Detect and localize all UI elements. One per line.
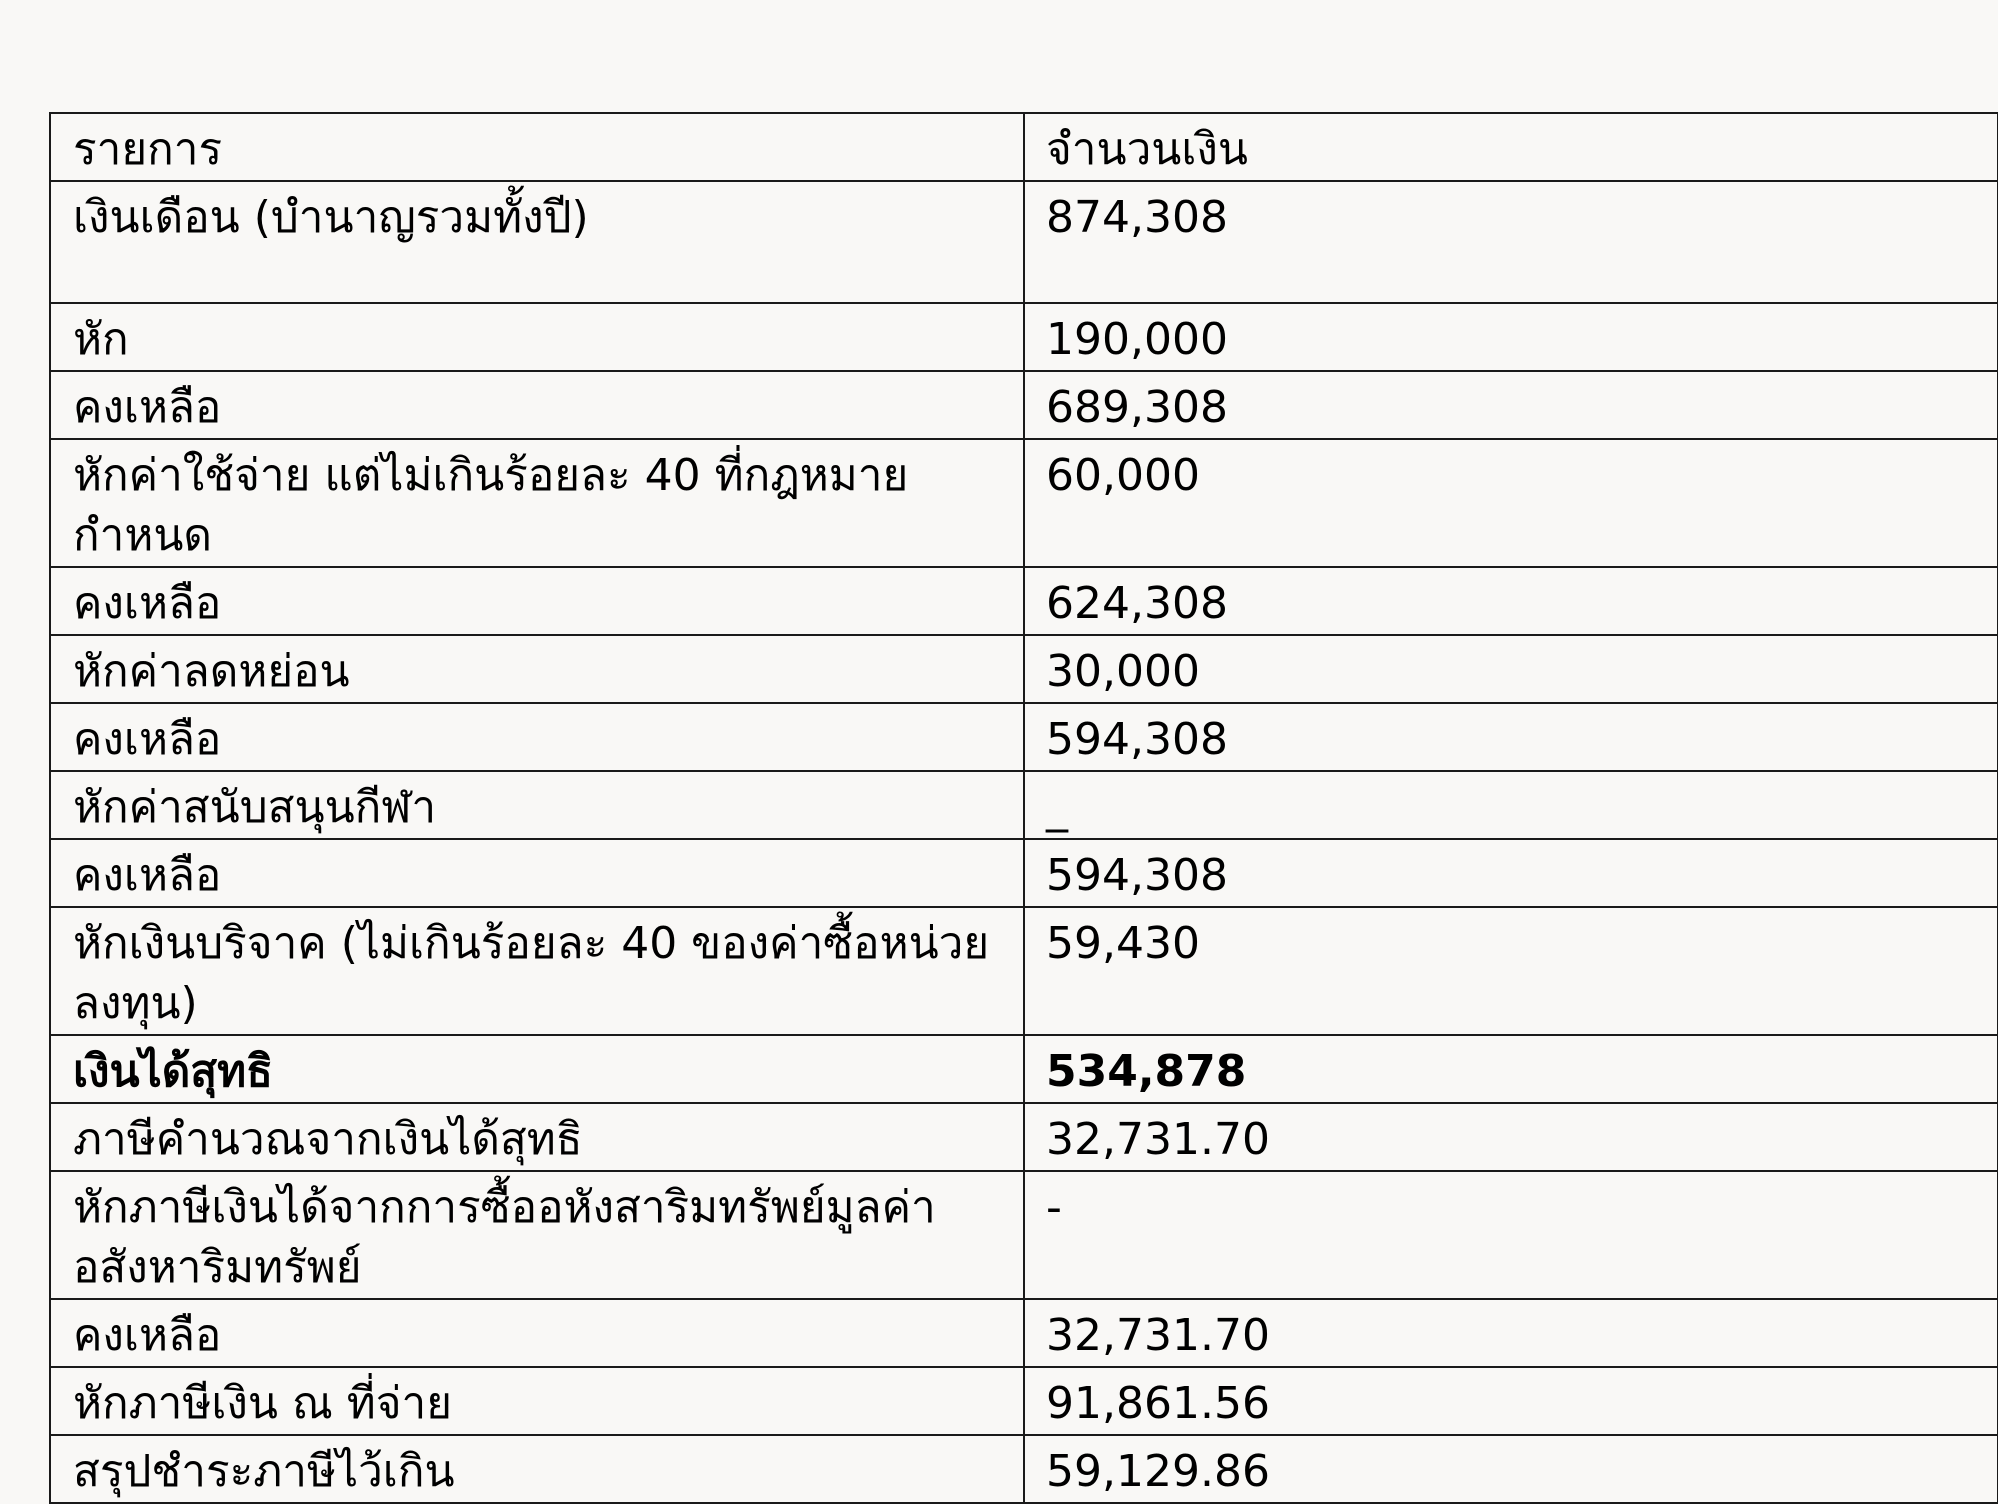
row-amount-value: 190,000 bbox=[1024, 303, 1998, 371]
row-amount-value: 534,878 bbox=[1024, 1035, 1998, 1103]
table-row bbox=[50, 181, 1998, 303]
row-item-label: คงเหลือ bbox=[50, 1299, 1024, 1367]
row-amount-value: 874,308 bbox=[1024, 181, 1998, 303]
table-row bbox=[50, 1171, 1998, 1299]
row-amount-value: 594,308 bbox=[1024, 703, 1998, 771]
row-item-label: ภาษีคำนวณจากเงินได้สุทธิ bbox=[50, 1103, 1024, 1171]
row-amount-value: 91,861.56 bbox=[1024, 1367, 1998, 1435]
row-item-label: คงเหลือ bbox=[50, 703, 1024, 771]
row-amount-value: 689,308 bbox=[1024, 371, 1998, 439]
row-amount-value: 30,000 bbox=[1024, 635, 1998, 703]
tax-summary-sheet bbox=[49, 112, 1997, 1504]
row-amount-value: 624,308 bbox=[1024, 567, 1998, 635]
row-amount-value: _ bbox=[1024, 771, 1998, 839]
row-item-label: สรุปชำระภาษีไว้เกิน bbox=[50, 1435, 1024, 1503]
table-row bbox=[50, 703, 1998, 771]
row-amount-value: - bbox=[1024, 1171, 1998, 1299]
row-item-label: คงเหลือ bbox=[50, 567, 1024, 635]
table-row bbox=[50, 771, 1998, 839]
row-amount-value: 32,731.70 bbox=[1024, 1299, 1998, 1367]
row-item-label: เงินได้สุทธิ bbox=[50, 1035, 1024, 1103]
row-item-label: คงเหลือ bbox=[50, 371, 1024, 439]
row-amount-value: 594,308 bbox=[1024, 839, 1998, 907]
row-amount-value: 32,731.70 bbox=[1024, 1103, 1998, 1171]
table-row bbox=[50, 371, 1998, 439]
row-item-label: เงินเดือน (บำนาญรวมทั้งปี) bbox=[50, 181, 1024, 303]
table-row bbox=[50, 1103, 1998, 1171]
table-row bbox=[50, 1299, 1998, 1367]
table-row bbox=[50, 1035, 1998, 1103]
tax-calculation-table bbox=[49, 112, 1998, 1504]
table-row bbox=[50, 1435, 1998, 1503]
row-item-label: คงเหลือ bbox=[50, 839, 1024, 907]
table-row bbox=[50, 567, 1998, 635]
row-item-label: หักเงินบริจาค (ไม่เกินร้อยละ 40 ของค่าซื้อหน่วยลงทุน) bbox=[50, 907, 1024, 1035]
row-amount-value: 59,129.86 bbox=[1024, 1435, 1998, 1503]
table-row bbox=[50, 635, 1998, 703]
row-item-label: หักค่าลดหย่อน bbox=[50, 635, 1024, 703]
row-item-label: หักภาษีเงิน ณ ที่จ่าย bbox=[50, 1367, 1024, 1435]
row-amount-value: 59,430 bbox=[1024, 907, 1998, 1035]
table-row bbox=[50, 439, 1998, 567]
table-row bbox=[50, 1367, 1998, 1435]
table-row bbox=[50, 303, 1998, 371]
table-header-row bbox=[50, 113, 1998, 181]
row-item-label: หักค่าใช้จ่าย แต่ไม่เกินร้อยละ 40 ที่กฎหมายกำหนด bbox=[50, 439, 1024, 567]
column-header-item: รายการ bbox=[50, 113, 1024, 181]
row-item-label: หักภาษีเงินได้จากการซื้ออหังสาริมทรัพย์มูลค่าอสังหาริมทรัพย์ bbox=[50, 1171, 1024, 1299]
row-amount-value: 60,000 bbox=[1024, 439, 1998, 567]
row-item-label: หัก bbox=[50, 303, 1024, 371]
column-header-amount: จำนวนเงิน bbox=[1024, 113, 1998, 181]
row-item-label: หักค่าสนับสนุนกีฬา bbox=[50, 771, 1024, 839]
table-row bbox=[50, 839, 1998, 907]
table-row bbox=[50, 907, 1998, 1035]
